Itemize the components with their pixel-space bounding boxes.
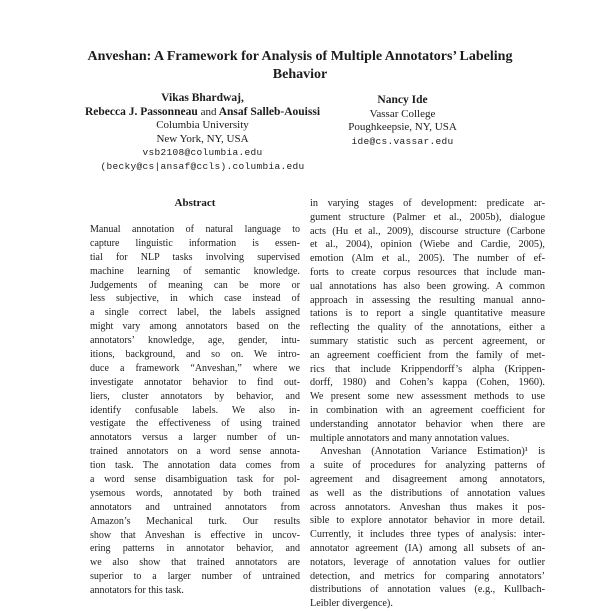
text-line: ysemous words, annotated by both trained [90, 487, 300, 499]
text-line: Leibler divergence). [310, 598, 393, 610]
text-line: multiple annotators and many annotation values. [310, 432, 510, 444]
author-group-columbia [60, 92, 345, 173]
text-line: annotators’ knowledge, age, gender, intu- [90, 335, 300, 347]
authors-block [60, 92, 540, 184]
author-and: and [200, 105, 217, 118]
text-line: ering patterns in annotator behavior, and [90, 543, 300, 555]
author-name-1: Vikas Bhardwaj, [161, 92, 244, 104]
text-line: detection, and metrics for comparing annotators’ [310, 570, 545, 582]
text-line: rics that include Krippendorff’s alpha (Krippen- [310, 363, 545, 375]
email-vsb2108: vsb2108@columbia.edu [142, 147, 263, 158]
email-ide: ide@cs.vassar.edu [351, 135, 454, 147]
text-line: gument structure (Palmer et al., 2005b), dialogue [310, 211, 545, 223]
text-line: approach in assessing the resulting manual anno- [310, 294, 545, 306]
text-line: in varying stages of development: predicate ar- [310, 198, 545, 209]
text-line: a word sense disambiguation task for pol- [90, 474, 300, 486]
text-line: vestigate the effectiveness of using trained [90, 418, 300, 430]
text-line: understanding annotator behavior when there are [310, 418, 545, 430]
text-line: investigate annotator behavior to find out- [90, 376, 300, 388]
text-line: an agreement coefficient from the family of met- [310, 349, 545, 361]
author-name-2a: Rebecca J. Passonneau [84, 105, 198, 118]
text-line: summary statistic such as percent agreement, or [310, 335, 545, 347]
text-line: as well as the distributions of annotation values [310, 487, 545, 499]
text-line: We present some new assessment methods to use [310, 391, 545, 403]
text-line: ual annotations has also been growing. A common [310, 280, 545, 292]
introduction-column [310, 197, 545, 611]
text-line: duce a framework “Anveshan,” where we [90, 362, 300, 374]
text-line: sible to explore annotator behavior in more detail. [310, 515, 545, 527]
paper-title [60, 48, 540, 83]
text-line: tations is to report a single quantitative measure [310, 308, 545, 320]
text-line: tial for NLP tasks involving supervised [90, 251, 300, 263]
text-line: itions, background, and so on. We intro- [90, 349, 300, 361]
text-line: trained annotators on a word sense annota- [90, 446, 300, 458]
text-line: might vary among annotators based on the [90, 321, 300, 333]
text-line: emotion (Alm et al., 2005). The number of ef- [310, 253, 545, 265]
paper-title-line-2: Behavior [272, 66, 328, 82]
location-vassar: Poughkeepsie, NY, USA [348, 121, 457, 133]
text-line: dorff, 1980) and Cohen’s kappa (Cohen, 1960). [310, 377, 545, 389]
text-line: Anveshan (Annotation Variance Estimation)¹ is [320, 446, 545, 458]
text-line: annotators for this task. [90, 585, 184, 597]
text-line: Judgements of meaning can be more or [90, 279, 300, 291]
text-line: superior to a larger number of untrained [90, 571, 300, 583]
text-line: Amazon’s Mechanical turk. Our results [90, 515, 300, 527]
email-becky-ansaf: (becky@cs|ansaf@ccls).columbia.edu [100, 160, 305, 172]
text-line: annotators and untrained annotators from [90, 501, 300, 513]
text-line: machine learning of semantic knowledge. [90, 265, 300, 277]
text-line: capture linguistic information is essen- [90, 237, 300, 249]
affiliation-columbia: Columbia University [156, 119, 249, 131]
abstract-paragraph [90, 223, 300, 598]
text-line: annotator agreement (IA) among all subsets of an- [310, 542, 545, 554]
text-line: agreement and disagreement among annotators, [310, 473, 545, 485]
text-line: et al., 2004), opinion (Wiebe and Cardie, 2005), [310, 239, 545, 251]
text-line: distributions of annotation values (e.g., Kullbach- [310, 584, 545, 596]
affiliation-vassar: Vassar College [369, 107, 436, 120]
text-line: reflecting the quality of the annotations, either a [310, 322, 545, 334]
text-line: less subjective, in which case instead of [90, 293, 300, 305]
text-line: forts to create corpus resources that include man- [310, 266, 545, 278]
text-line: acts (Hu et al., 2009), discourse structure (Carbone [310, 225, 545, 237]
author-name-nancy-ide: Nancy Ide [377, 94, 428, 106]
author-name-2b: Ansaf Salleb-Aouissi [218, 105, 321, 118]
text-line: a suite of procedures for analyzing patterns of [310, 460, 545, 472]
text-line: tion task. The annotation data comes from [90, 460, 300, 472]
text-line: Manual annotation of natural language to [90, 224, 300, 235]
intro-paragraph-1 [310, 197, 545, 445]
abstract-section [90, 196, 300, 598]
text-line: across annotators. Anveshan thus makes it pos- [310, 501, 545, 513]
text-line: Currently, it includes three types of analysis: inter- [310, 529, 545, 541]
text-line: liers, cluster annotators by behavior, and [90, 390, 300, 402]
text-line: in combination with an agreement coefficient for [310, 404, 545, 416]
abstract-heading: Abstract [174, 197, 216, 209]
author-names-2 [60, 106, 345, 120]
paper-title-line-1: Anveshan: A Framework for Analysis of Multiple Annotators’ Labeling [87, 49, 513, 64]
text-line: annotators versus a larger number of un- [90, 432, 300, 444]
text-line: identify confusable labels. We also in- [90, 404, 300, 416]
text-line: a single correct label, the labels assigned [90, 307, 300, 319]
text-line: we also show that trained annotators are [90, 557, 300, 569]
text-line: show that Anveshan is effective in uncov- [90, 529, 300, 541]
author-group-vassar [310, 94, 495, 148]
location-columbia: New York, NY, USA [156, 132, 249, 145]
intro-paragraph-2 [310, 445, 545, 611]
text-line: notators, leverage of annotation values for outlier [310, 556, 545, 568]
